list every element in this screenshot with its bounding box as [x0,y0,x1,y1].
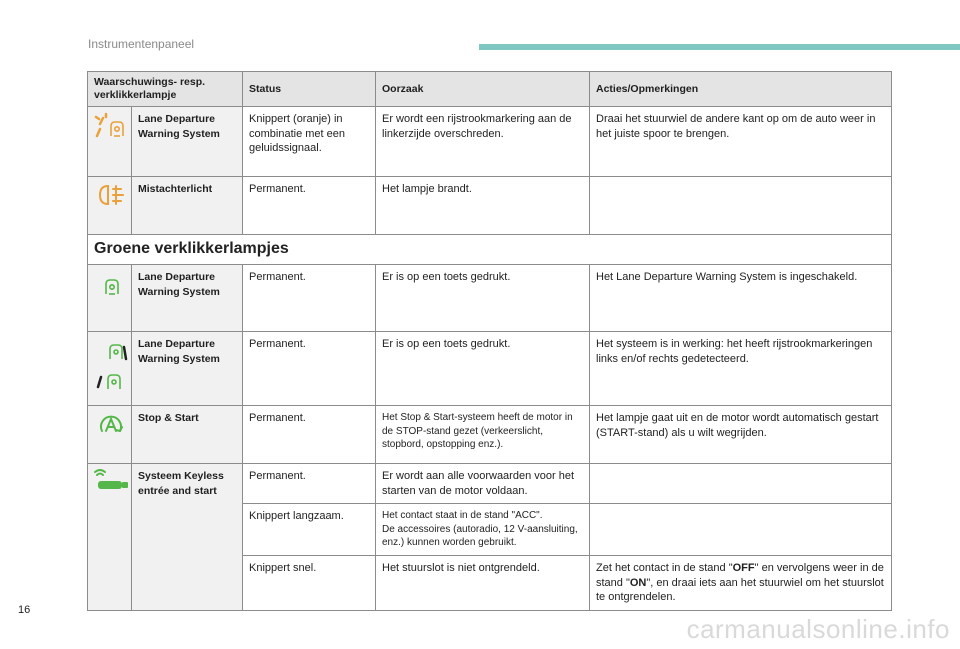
lamp-name: Lane Departure Warning System [132,265,243,332]
section-row [88,235,892,265]
status-cell: Permanent. [243,177,376,235]
status-cell: Permanent. [243,406,376,464]
status-cell: Knippert snel. [243,556,376,611]
table-row [88,464,892,504]
page-number: 16 [18,604,31,616]
icon-cell [88,332,132,406]
lamp-name: Stop & Start [132,406,243,464]
lamp-name: Systeem Keyless entrée and start [132,464,243,611]
watermark: carmanualsonline.info [686,614,950,644]
header-cause: Oorzaak [376,72,590,107]
table-row [88,107,892,177]
cause-cell: Er wordt aan alle voorwaarden voor het starten van de motor voldaan. [376,464,590,504]
action-cell [590,556,892,611]
lamp-name: Lane Departure Warning System [132,107,243,177]
cause-cell [376,504,590,556]
cause-cell: Er wordt een rijstrookmarkering aan de linkerzijde overschreden. [376,107,590,177]
icon-cell [88,265,132,332]
rear-fog-light-icon [94,182,128,208]
icon-cell [88,464,132,611]
cause-line: Het contact staat in de stand "ACC". [382,510,543,521]
header-status: Status [243,72,376,107]
keyless-entry-icon [94,469,130,493]
action-cell [590,504,892,556]
status-cell: Permanent. [243,332,376,406]
on-label: ON [629,576,647,589]
lane-departure-blinking-icon [94,112,128,142]
cause-cell: Het lampje brandt. [376,177,590,235]
cause-cell: Er is op een toets gedrukt. [376,332,590,406]
table-row [88,177,892,235]
icon-cell [88,177,132,235]
action-cell [590,177,892,235]
status-cell: Permanent. [243,265,376,332]
cause-line: De accessoires (autoradio, 12 V-aansluiting, enz.) kunnen worden gebruikt. [382,523,578,548]
cause-cell: Het Stop & Start-systeem heeft de motor in de STOP-stand gezet (verkeerslicht, stopbord, opstopping enz.). [376,406,590,464]
action-text: ", en draai iets aan het stuurwiel om het stuurslot te ontgrendelen. [596,576,884,603]
off-label: OFF [732,562,755,574]
status-cell: Knippert langzaam. [243,504,376,556]
action-cell: Het Lane Departure Warning System is ingeschakeld. [590,265,892,332]
header-lamp: Waarschuwings- resp. verklikkerlampje [88,72,243,107]
lamp-name: Mistachterlicht [132,177,243,235]
section-title: Groene verklikkerlampjes [88,235,892,265]
lane-departure-detected-icon [94,337,128,395]
stop-start-icon [94,411,128,439]
lane-departure-icon [94,270,128,300]
header-title: Instrumentenpaneel [88,37,195,51]
table-row [88,406,892,464]
status-cell: Knippert (oranje) in combinatie met een geluidssignaal. [243,107,376,177]
action-cell: Het lampje gaat uit en de motor wordt automatisch gestart (START-stand) als u wilt wegrijden. [590,406,892,464]
icon-cell [88,107,132,177]
table-row [88,265,892,332]
status-cell: Permanent. [243,464,376,504]
header-actions: Acties/Opmerkingen [590,72,892,107]
action-cell [590,464,892,504]
cause-cell: Het stuurslot is niet ontgrendeld. [376,556,590,611]
action-cell: Het systeem is in werking: het heeft rijstrookmarkeringen links en/of rechts gedetecteerd. [590,332,892,406]
header-accent-bar [479,44,960,50]
lamp-name: Lane Departure Warning System [132,332,243,406]
warning-lights-table [87,71,892,611]
icon-cell [88,406,132,464]
action-text: " en vervolgens weer in de stand " [596,562,884,589]
table-header-row [88,72,892,107]
action-cell: Draai het stuurwiel de andere kant op om de auto weer in het juiste spoor te brengen. [590,107,892,177]
cause-cell: Er is op een toets gedrukt. [376,265,590,332]
table-row [88,332,892,406]
action-text: Zet het contact in de stand " [596,562,733,574]
